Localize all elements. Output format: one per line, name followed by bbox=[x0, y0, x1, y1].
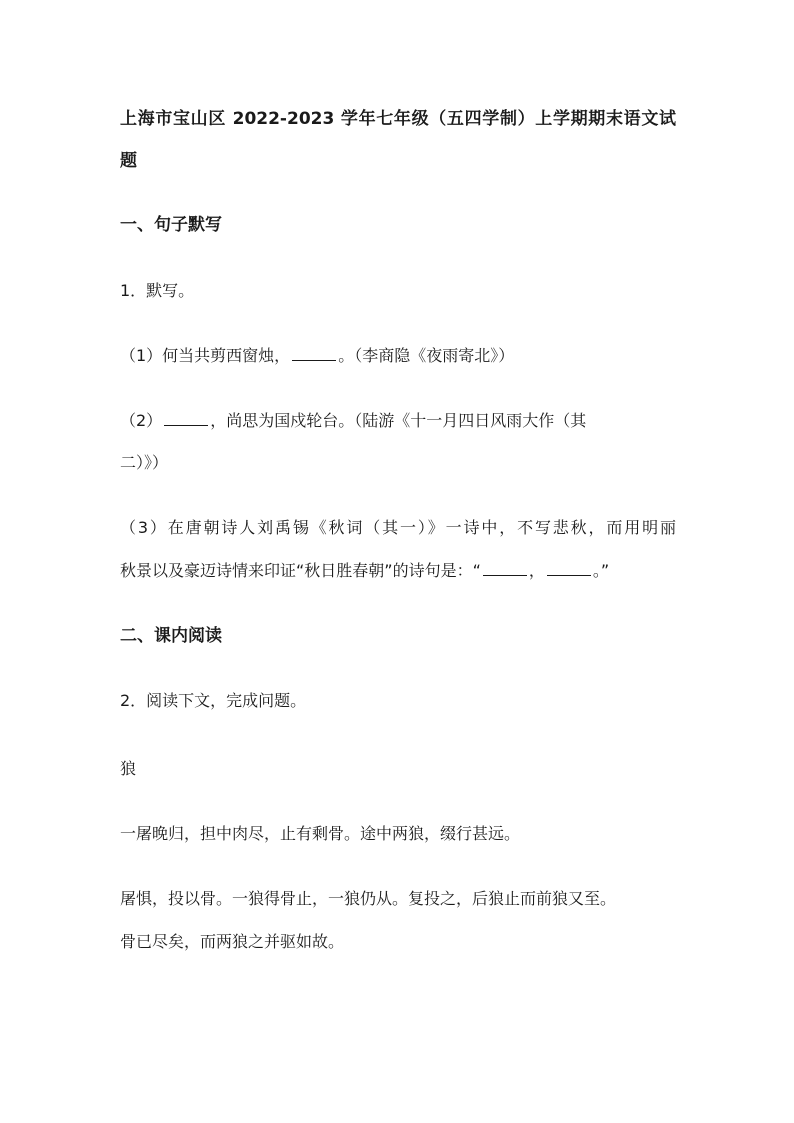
document-title-line-1: 上海市宝山区 2022-2023 学年七年级（五四学制）上学期期末语文试 bbox=[120, 109, 676, 129]
answer-blank bbox=[164, 411, 208, 426]
question-1-item-1 bbox=[120, 345, 514, 367]
item-3-comma: ， bbox=[528, 561, 545, 580]
answer-blank bbox=[547, 561, 591, 576]
question-1-item-3-line-2 bbox=[120, 560, 609, 582]
item-2-text-after: ，尚思为国戍轮台。（陆游《十一月四日风雨大作（其 bbox=[210, 411, 587, 430]
section-heading-sentence-dictation: 一、句子默写 bbox=[120, 215, 222, 235]
item-3-text-before: 秋景以及豪迈诗情来印证“秋日胜春朝”的诗句是：“ bbox=[120, 561, 481, 580]
answer-blank bbox=[292, 346, 336, 361]
question-1-item-2-continued: 二）》） bbox=[120, 453, 169, 472]
question-2-label: 2．阅读下文，完成问题。 bbox=[120, 691, 307, 710]
question-1-item-2 bbox=[120, 410, 586, 432]
question-1-item-3-line-1: （3）在唐朝诗人刘禹锡《秋词（其一）》一诗中，不写悲秋，而用明丽 bbox=[120, 518, 676, 537]
passage-paragraph-2-line-1: 屠惧，投以骨。一狼得骨止，一狼仍从。复投之，后狼止而前狼又至。 bbox=[120, 889, 617, 908]
document-title-line-2: 题 bbox=[120, 151, 137, 171]
answer-blank bbox=[483, 561, 527, 576]
item-1-text-after: 。（李商隐《夜雨寄北》） bbox=[338, 346, 515, 365]
item-3-text-after: 。” bbox=[592, 561, 610, 580]
question-1-label: 1．默写。 bbox=[120, 281, 195, 300]
passage-paragraph-2-line-2: 骨已尽矣，而两狼之并驱如故。 bbox=[120, 932, 345, 951]
passage-paragraph-1: 一屠晚归，担中肉尽，止有剩骨。途中两狼，缀行甚远。 bbox=[120, 824, 521, 843]
passage-title: 狼 bbox=[120, 759, 137, 778]
section-heading-in-class-reading: 二、课内阅读 bbox=[120, 626, 222, 646]
item-1-text-before: （1）何当共剪西窗烛， bbox=[120, 346, 291, 365]
item-2-text-before: （2） bbox=[120, 411, 163, 430]
